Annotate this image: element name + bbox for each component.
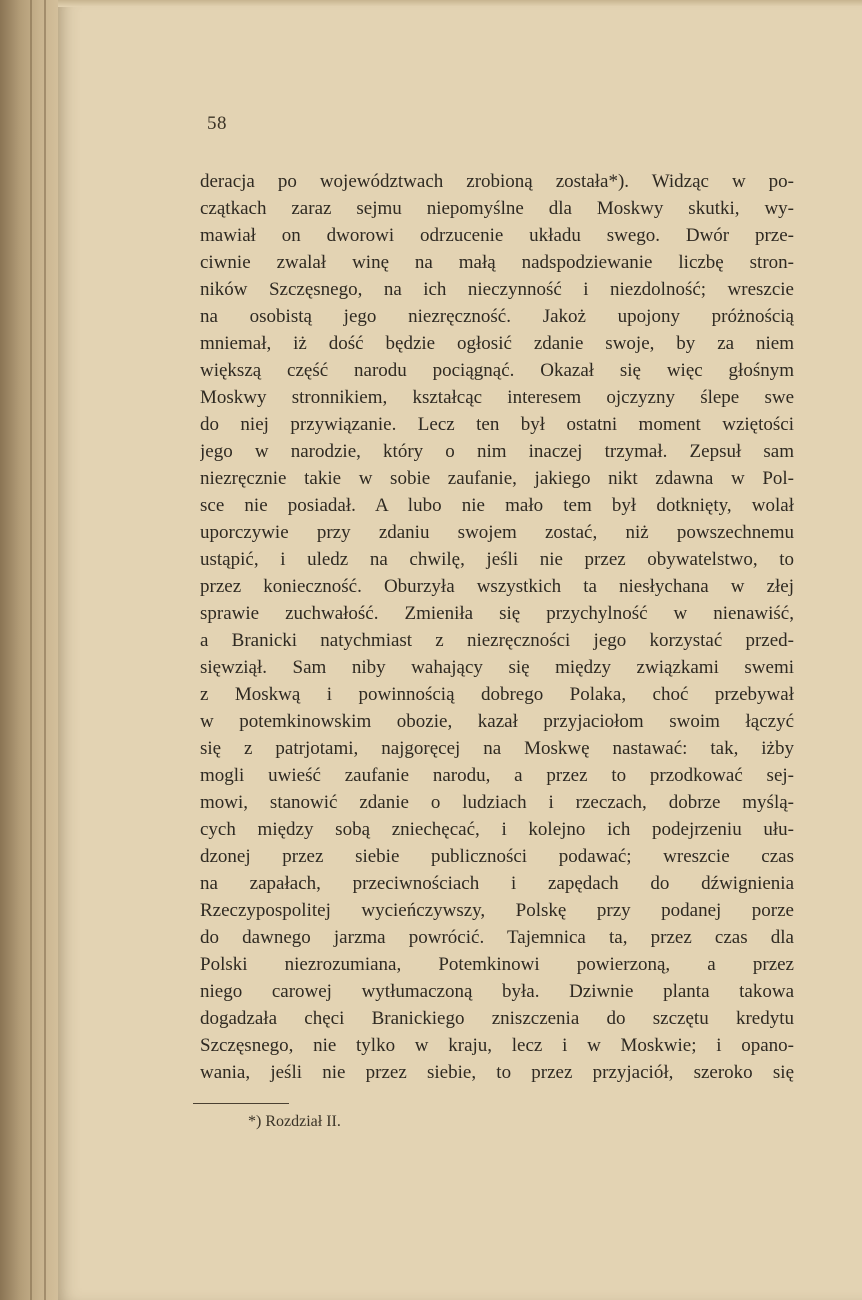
text-line: na osobistą jego niezręczność. Jakoż upojony próżnością bbox=[200, 306, 794, 327]
text-line: a Branicki natychmiast z niezręczności jego korzystać przed- bbox=[200, 630, 794, 651]
text-line: czątkach zaraz sejmu niepomyślne dla Moskwy skutki, wy- bbox=[200, 198, 794, 219]
text-line: w potemkinowskim obozie, kazał przyjaciołom swoim łączyć bbox=[200, 711, 794, 732]
text-line: wania, jeśli nie przez siebie, to przez przyjaciół, szeroko się bbox=[200, 1062, 794, 1083]
text-line: sce nie posiadał. A lubo nie mało tem był dotknięty, wolał bbox=[200, 495, 794, 516]
text-line: mawiał on dworowi odrzucenie układu swego. Dwór prze- bbox=[200, 225, 794, 246]
text-line: większą część narodu pociągnąć. Okazał się więc głośnym bbox=[200, 360, 794, 381]
text-line: dzonej przez siebie publiczności podawać; wreszcie czas bbox=[200, 846, 794, 867]
text-line: do niej przywiązanie. Lecz ten był ostatni moment wziętości bbox=[200, 414, 794, 435]
text-line: Moskwy stronnikiem, kształcąc interesem ojczyzny ślepe swe bbox=[200, 387, 794, 408]
text-line: mogli uwieść zaufanie narodu, a przez to przodkować sej- bbox=[200, 765, 794, 786]
binding-crease bbox=[30, 0, 32, 1300]
text-line: niego carowej wytłumaczoną była. Dziwnie planta takowa bbox=[200, 981, 794, 1002]
text-line: do dawnego jarzma powrócić. Tajemnica ta, przez czas dla bbox=[200, 927, 794, 948]
footnote-rule bbox=[193, 1103, 289, 1104]
text-line: uporczywie przy zdaniu swojem zostać, niż powszechnemu bbox=[200, 522, 794, 543]
text-line: deracja po województwach zrobioną została*). Widząc w po- bbox=[200, 171, 794, 192]
binding-crease bbox=[44, 0, 46, 1300]
text-line: na zapałach, przeciwnościach i zapędach do dźwignienia bbox=[200, 873, 794, 894]
footnote: *) Rozdział II. bbox=[248, 1113, 341, 1130]
page-top-edge bbox=[58, 0, 862, 7]
text-line: dogadzała chęci Branickiego zniszczenia do szczętu kredytu bbox=[200, 1008, 794, 1029]
main-text bbox=[200, 168, 794, 1086]
text-line: Polski niezrozumiana, Potemkinowi powierzoną, a przez bbox=[200, 954, 794, 975]
text-line: ustąpić, i uledz na chwilę, jeśli nie przez obywatelstwo, to bbox=[200, 549, 794, 570]
text-line: mowi, stanowić zdanie o ludziach i rzeczach, dobrze myślą- bbox=[200, 792, 794, 813]
book-binding bbox=[0, 0, 58, 1300]
text-line: niezręcznie takie w sobie zaufanie, jakiego nikt zdawna w Pol- bbox=[200, 468, 794, 489]
text-line: przez konieczność. Oburzyła wszystkich ta niesłychana w złej bbox=[200, 576, 794, 597]
text-line: z Moskwą i powinnością dobrego Polaka, choć przebywał bbox=[200, 684, 794, 705]
text-line: jego w narodzie, który o nim inaczej trzymał. Zepsuł sam bbox=[200, 441, 794, 462]
text-line: Szczęsnego, nie tylko w kraju, lecz i w Moskwie; i opano- bbox=[200, 1035, 794, 1056]
text-line: Rzeczypospolitej wycieńczywszy, Polskę przy podanej porze bbox=[200, 900, 794, 921]
text-line: się z patrjotami, najgoręcej na Moskwę nastawać: tak, iżby bbox=[200, 738, 794, 759]
text-line: mniemał, iż dość będzie ogłosić zdanie swoje, by za niem bbox=[200, 333, 794, 354]
text-line: sprawie zuchwałość. Zmieniła się przychylność w nienawiść, bbox=[200, 603, 794, 624]
text-line: cych między sobą zniechęcać, i kolejno ich podejrzeniu ułu- bbox=[200, 819, 794, 840]
text-line: ciwnie zwalał winę na małą nadspodziewanie liczbę stron- bbox=[200, 252, 794, 273]
page-number: 58 bbox=[207, 113, 227, 134]
text-line: ników Szczęsnego, na ich nieczynność i niezdolność; wreszcie bbox=[200, 279, 794, 300]
text-line: sięwziął. Sam niby wahający się między związkami swemi bbox=[200, 657, 794, 678]
